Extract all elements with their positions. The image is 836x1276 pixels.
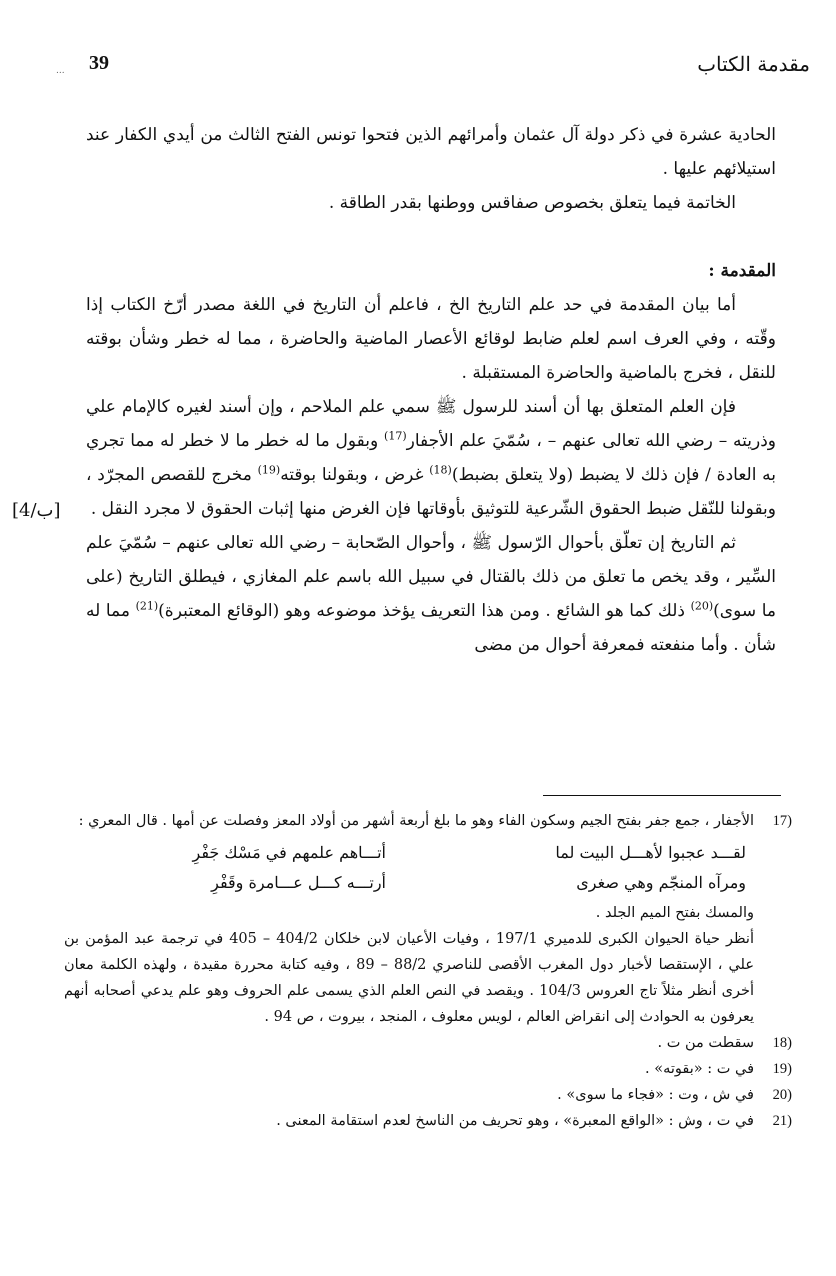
text-run: ذلك كما هو الشائع . ومن هذا التعريف يؤخذ موضوعه وهو (الوقائع المعتبرة) bbox=[158, 601, 685, 621]
footnote-number: (18 bbox=[772, 1035, 792, 1051]
text-run: وبقول ما له خطر ما لا خطر له مما تجري به العادة / فإن ذلك لا يضبط (ولا يتعلق بضبط) bbox=[86, 431, 777, 485]
verse-block bbox=[64, 838, 792, 898]
verse-hemistich: ومرآه المنجّم وهي صغرى bbox=[576, 873, 746, 892]
footnote-text: في ت : «بقوته» . bbox=[644, 1061, 754, 1077]
page-number: 39 bbox=[89, 52, 109, 74]
paragraph-siyar bbox=[86, 526, 776, 662]
spacer bbox=[86, 220, 776, 254]
footnote-text: في ت ، وش : «الواقع المعبرة» ، وهو تحريف من الناسخ لعدم استقامة المعنى . bbox=[276, 1113, 754, 1129]
verse-hemistich: لقـــد عجبوا لأهـــل البيت لما bbox=[555, 843, 746, 862]
manuscript-folio-marker: [4/ب] bbox=[12, 500, 61, 521]
footnote-ref[interactable]: (19) bbox=[257, 463, 281, 477]
footnote-ref[interactable]: (21) bbox=[135, 599, 159, 613]
footnote-ref[interactable]: (18) bbox=[429, 463, 452, 477]
footnote-text: الأجفار ، جمع جفر بفتح الجيم وسكون الفاء وهو ما بلغ أربعة أشهر من أولاد المعز وفصلت عن أمها . قال المعري : bbox=[78, 813, 754, 829]
text-run: مخرج للقصص المجرّد ، وبقولنا للنّقل ضبط الحقوق الشّرعية للتوثيق بأوقاتها فإن الغرض منها إثبات الحقوق لا مجرد النقل . bbox=[86, 465, 776, 519]
footnotes bbox=[64, 808, 792, 1134]
footnote-20 bbox=[64, 1082, 792, 1108]
footnote-17 bbox=[64, 808, 792, 834]
footnote-ref[interactable]: (17) bbox=[384, 429, 407, 443]
paragraph-chapter-eleven: الحادية عشرة في ذكر دولة آل عثمان وأمرائهم الذين فتحوا تونس الفتح الثالث من أيدي الكفار عند استيلائهم عليها . bbox=[86, 125, 776, 179]
footnote-number: (17 bbox=[772, 813, 792, 829]
running-header-title: مقدمة الكتاب bbox=[697, 52, 810, 76]
footnote-text: سقطت من ت . bbox=[657, 1035, 754, 1051]
footnote-text: والمسك بفتح الميم الجلد . bbox=[595, 905, 754, 921]
footnote-text: في ش ، وت : «فجاء ما سوى» . bbox=[557, 1087, 754, 1103]
text-run: ثم التاريخ إن تعلّق بأحوال الرّسول ﷺ ، وأحوال الصّحابة – رضي الله تعالى عنهم – سُمّيَ علم السِّير ، وقد يخص ما تعلق من ذلك بالقتال في سبيل الله باسم علم المغازي ، فيطلق التاريخ (على ما سوى) bbox=[86, 533, 776, 621]
footnote-separator bbox=[543, 795, 781, 796]
text-run: غرض ، وبقولنا بوقته bbox=[280, 465, 424, 485]
footnote-18 bbox=[64, 1030, 792, 1056]
paragraph-malahim bbox=[86, 390, 776, 526]
main-text bbox=[86, 118, 776, 662]
footnote-ref[interactable]: (20) bbox=[690, 599, 714, 613]
text-run: مما له شأن . وأما منفعته فمعرفة أحوال من مضى bbox=[86, 601, 776, 655]
verse-hemistich: أرتـــه كـــل عـــامرة وقَفْرِ bbox=[211, 873, 386, 892]
text-run: فإن العلم المتعلق بها أن أسند للرسول ﷺ سمي علم الملاحم ، وإن أسند لغيره كالإمام علي وذريته – رضي الله تعالى عنهم – ، سُمّيَ علم الأجفار bbox=[86, 397, 777, 451]
footnote-number: (20 bbox=[772, 1087, 792, 1103]
footnote-references: أنظر حياة الحيوان الكبرى للدميري 197/1 ، وفيات الأعيان لابن خلكان 404/2 – 405 في ترجمة عبد المؤمن بن علي ، الإستقصا لأخبار دول المغرب الأقصى للناصري 88/2 – 89 ، وفيه كتابة محررة مقيدة ، ولهذه الكلمة معان أخرى أنظر مثلاً تاج العروس 104/3 . ويقصد في النص العلم الذي يسمى علم الحروف وهو علم يدعي أصحابه أنهم يعرفون به الحوادث إلى انقراض العالم ، لويس معلوف ، المنجد ، بيروت ، ص 94 . bbox=[64, 931, 754, 1025]
footnote-21 bbox=[64, 1108, 792, 1134]
footnote-number: (21 bbox=[772, 1113, 792, 1129]
paragraph-conclusion: الخاتمة فيما يتعلق بخصوص صفاقس ووطنها بقدر الطاقة . bbox=[328, 193, 736, 213]
page-mark: ... bbox=[56, 66, 65, 76]
footnote-19 bbox=[64, 1056, 792, 1082]
verse-hemistich: أتـــاهم علمهم في مَسْك جَفْرِ bbox=[192, 843, 386, 862]
section-heading: المقدمة : bbox=[708, 261, 776, 281]
paragraph-definition: أما بيان المقدمة في حد علم التاريخ الخ ، فاعلم أن التاريخ في اللغة مصدر أرّخ الكتاب إذا وقّته ، وفي العرف اسم لعلم ضابط لوقائع الأعصار الماضية والحاضرة ، مما له خطر وشأن بوقته للنقل ، فخرج بالماضية والحاضرة المستقبلة . bbox=[86, 295, 776, 383]
footnote-number: (19 bbox=[772, 1061, 792, 1077]
